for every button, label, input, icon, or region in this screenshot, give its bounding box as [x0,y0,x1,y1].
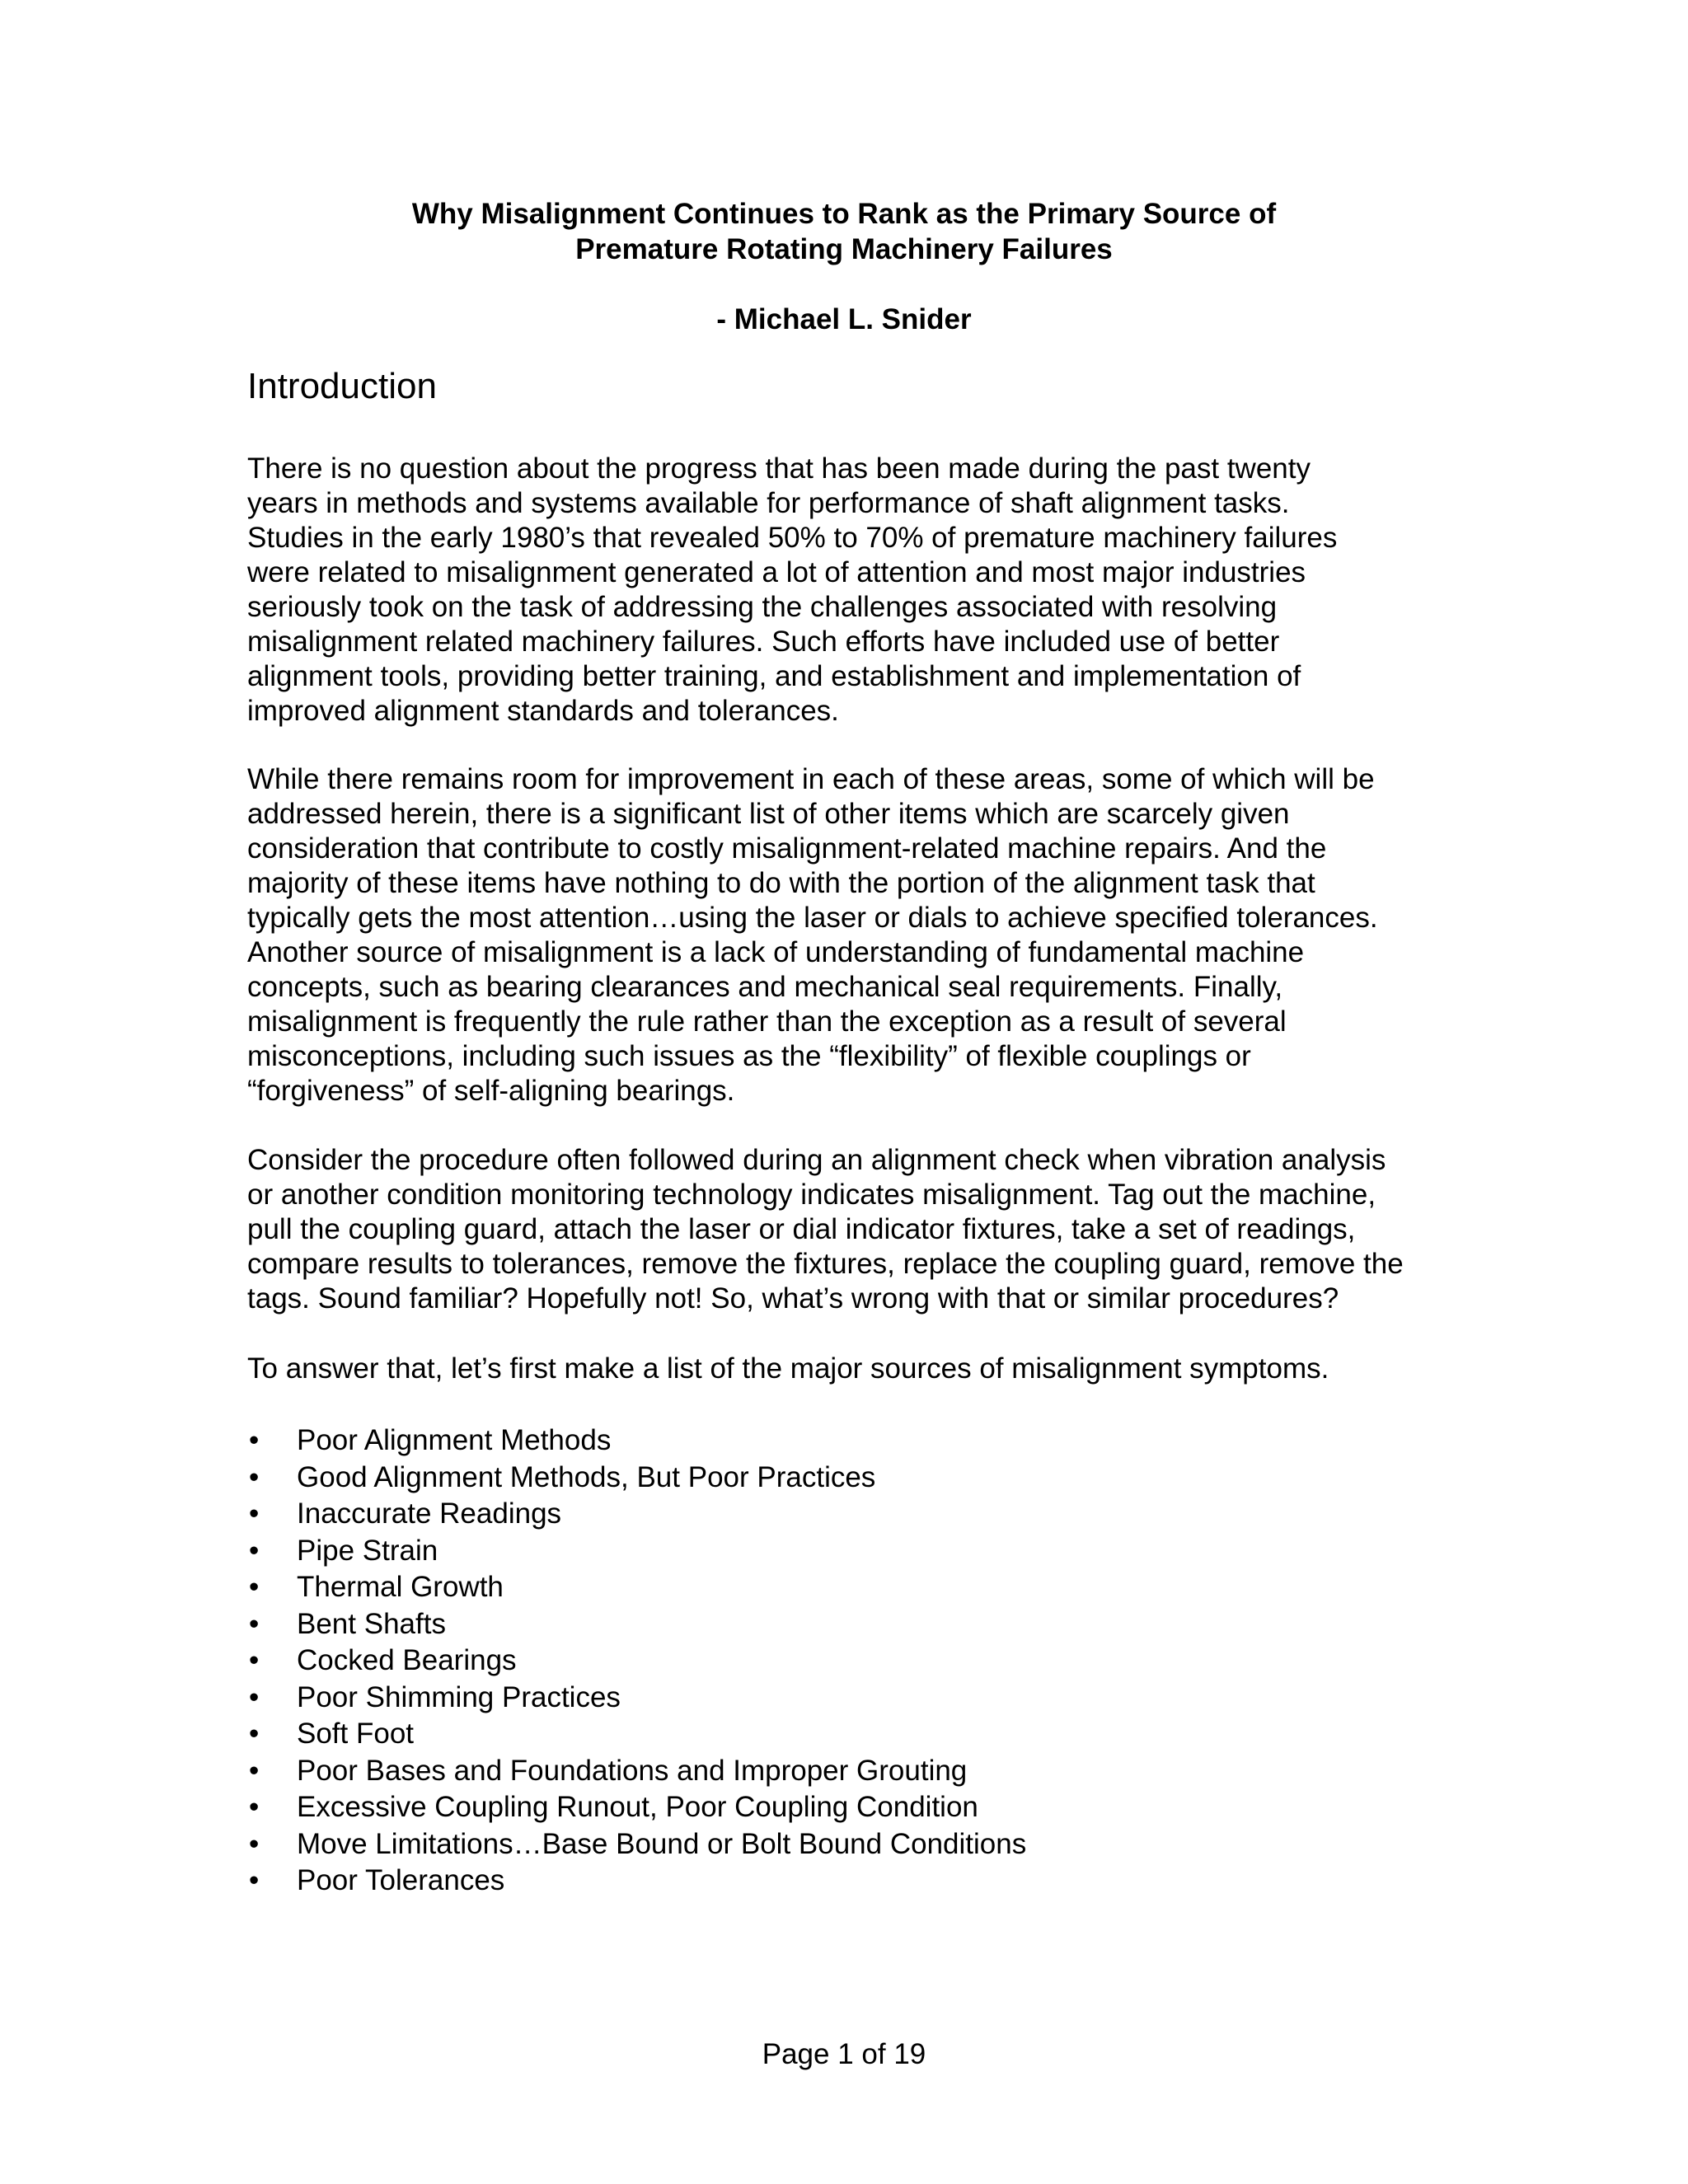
text-line: compare results to tolerances, remove the fixtures, replace the coupling guard, remove the [247,1248,1404,1280]
text-line: tags. Sound familiar? Hopefully not! So, what’s wrong with that or similar procedures? [247,1282,1339,1315]
text-line: typically gets the most attention…using the laser or dials to achieve specified tolerances. [247,902,1378,934]
text-line: years in methods and systems available for performance of shaft alignment tasks. [247,487,1290,519]
list-item [247,1753,1026,1790]
bullet-icon: • [249,1864,260,1896]
text-line: alignment tools, providing better training, and establishment and implementation of [247,660,1301,692]
list-item [247,1569,1026,1606]
sources-list [247,1422,1026,1900]
list-item [247,1606,1026,1643]
author-byline: - Michael L. Snider [716,303,972,335]
list-item [247,1496,1026,1533]
title-line: Premature Rotating Machinery Failures [575,233,1113,265]
page-number: Page 1 of 19 [762,2038,926,2070]
list-item-text: Poor Bases and Foundations and Improper Grouting [297,1754,968,1787]
text-line: misalignment related machinery failures. Such efforts have included use of better [247,626,1280,658]
bullet-icon: • [249,1827,260,1860]
list-item-text: Poor Alignment Methods [297,1424,612,1456]
list-item [247,1460,1026,1497]
bullet-icon: • [249,1534,260,1567]
bullet-icon: • [249,1754,260,1787]
text-line: pull the coupling guard, attach the laser or dial indicator fixtures, take a set of readings, [247,1213,1356,1245]
bullet-icon: • [249,1497,260,1530]
paragraph [247,452,1484,729]
list-item-text: Good Alignment Methods, But Poor Practices [297,1460,876,1493]
list-item [247,1533,1026,1570]
text-line: Studies in the early 1980’s that revealed 50% to 70% of premature machinery failures [247,522,1338,554]
bullet-icon: • [249,1607,260,1640]
bullet-icon: • [249,1644,260,1676]
section-heading: Introduction [247,366,437,406]
bullet-icon: • [249,1460,260,1493]
bullet-icon: • [249,1718,260,1750]
list-item-text: Excessive Coupling Runout, Poor Coupling Condition [297,1791,978,1823]
text-line: “forgiveness” of self-aligning bearings. [247,1075,735,1107]
document-title [0,196,1688,267]
text-line: misalignment is frequently the rule rather than the exception as a result of several [247,1005,1287,1038]
bullet-icon: • [249,1791,260,1823]
text-line: addressed herein, there is a significant list of other items which are scarcely given [247,798,1290,830]
list-item [247,1680,1026,1717]
text-line: or another condition monitoring technology indicates misalignment. Tag out the machine, [247,1179,1376,1211]
paragraph [247,1143,1484,1316]
list-item-text: Move Limitations…Base Bound or Bolt Bound Conditions [297,1827,1027,1860]
list-item [247,1422,1026,1460]
paragraph [247,762,1484,1108]
list-item [247,1789,1026,1826]
list-item [247,1826,1026,1863]
list-item-text: Cocked Bearings [297,1644,517,1676]
text-line: misconceptions, including such issues as the “flexibility” of flexible couplings or [247,1040,1251,1072]
text-line: were related to misalignment generated a lot of attention and most major industries [247,556,1306,588]
text-line: improved alignment standards and tolerances. [247,695,839,727]
text-line: majority of these items have nothing to do with the portion of the alignment task that [247,867,1315,899]
text-line: concepts, such as bearing clearances and mechanical seal requirements. Finally, [247,971,1283,1003]
list-item-text: Soft Foot [297,1718,415,1750]
text-line: seriously took on the task of addressing the challenges associated with resolving [247,591,1278,623]
text-line: While there remains room for improvement in each of these areas, some of which will be [247,763,1375,795]
text-line: Consider the procedure often followed during an alignment check when vibration analysis [247,1144,1386,1176]
bullet-icon: • [249,1680,260,1713]
text-line: consideration that contribute to costly misalignment-related machine repairs. And the [247,832,1327,865]
paragraph [247,1352,1484,1386]
bullet-icon: • [249,1424,260,1456]
list-item-text: Poor Shimming Practices [297,1680,621,1713]
list-item-text: Bent Shafts [297,1607,446,1640]
text-line: Another source of misalignment is a lack of understanding of fundamental machine [247,936,1305,968]
list-item [247,1863,1026,1900]
list-item [247,1643,1026,1680]
text-line: To answer that, let’s first make a list of the major sources of misalignment symptoms. [247,1352,1329,1385]
list-item-text: Inaccurate Readings [297,1497,562,1530]
list-item [247,1716,1026,1753]
list-item-text: Thermal Growth [297,1571,504,1603]
title-line: Why Misalignment Continues to Rank as the Primary Source of [411,198,1277,230]
list-item-text: Poor Tolerances [297,1864,505,1896]
list-item-text: Pipe Strain [297,1534,438,1567]
bullet-icon: • [249,1571,260,1603]
text-line: There is no question about the progress that has been made during the past twenty [247,452,1311,485]
